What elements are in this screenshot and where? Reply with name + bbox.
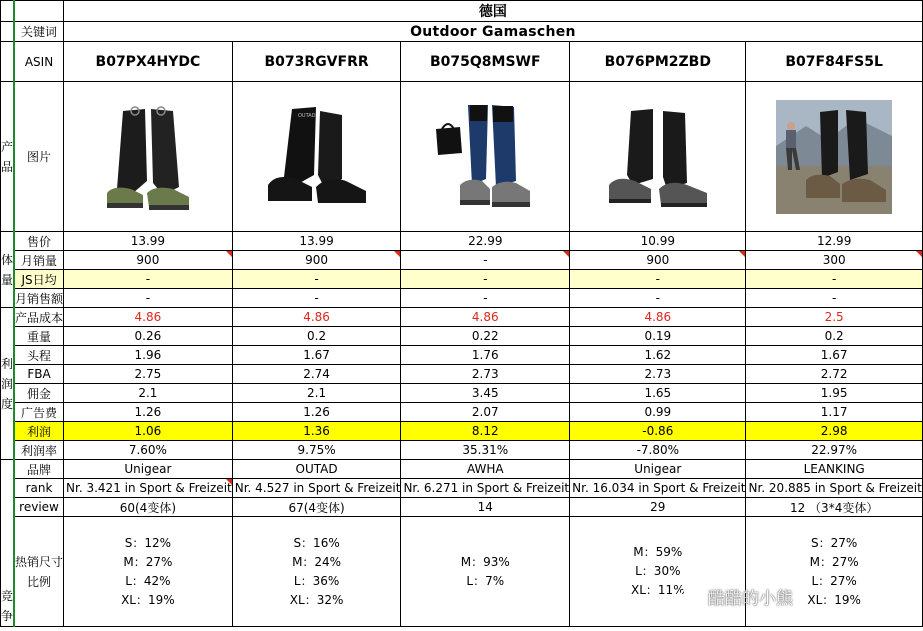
size-ratio-line: S：27% bbox=[811, 535, 858, 550]
size-ratio-line: M：27% bbox=[123, 554, 173, 569]
rank-cell[interactable] bbox=[570, 479, 746, 498]
black-gaiters-on-grey-boots-icon bbox=[603, 105, 713, 209]
first-leg-cell[interactable]: 1.96 bbox=[64, 346, 233, 365]
blue-black-gaiters-with-bag-icon bbox=[430, 101, 540, 213]
size-ratio-line: XL：32% bbox=[289, 592, 344, 607]
commission-label[interactable]: 佣金 bbox=[14, 384, 64, 403]
monthly-sales-label[interactable]: 月销量 bbox=[14, 251, 64, 270]
js-daily-cell[interactable]: - bbox=[232, 270, 401, 289]
js-daily-cell[interactable]: - bbox=[64, 270, 233, 289]
review-cell[interactable]: 67(4变体) bbox=[232, 498, 401, 517]
profit-cell[interactable]: 8.12 bbox=[401, 422, 570, 441]
hiker-photo-with-gaiters-icon bbox=[776, 100, 892, 214]
rank-value: Nr. 20.885 in Sport & Freizeit bbox=[748, 481, 922, 495]
asin-cell[interactable]: B075Q8MSWF bbox=[401, 42, 570, 82]
size-ratio-cell[interactable] bbox=[746, 517, 922, 627]
profit-label[interactable]: 利润 bbox=[14, 422, 64, 441]
monthly-revenue-cell[interactable]: - bbox=[570, 289, 746, 308]
monthly-sales-value: 900 bbox=[646, 253, 670, 267]
black-gaiters-on-green-boots-icon bbox=[103, 101, 193, 213]
review-label[interactable]: review bbox=[14, 498, 64, 517]
fba-cell[interactable]: 2.73 bbox=[570, 365, 746, 384]
brand-cell[interactable]: Unigear bbox=[570, 460, 746, 479]
profit-rate-label[interactable]: 利润率 bbox=[14, 441, 64, 460]
size-ratio-line: L：30% bbox=[635, 564, 681, 578]
blank-cell bbox=[1, 42, 15, 82]
commission-cell[interactable]: 1.95 bbox=[746, 384, 922, 403]
asin-cell[interactable]: B073RGVFRR bbox=[232, 42, 401, 82]
price-cell[interactable]: 13.99 bbox=[232, 232, 401, 251]
weight-label[interactable]: 重量 bbox=[14, 327, 64, 346]
corner-cell bbox=[1, 1, 15, 22]
comment-marker-icon bbox=[563, 251, 569, 257]
rank-cell[interactable] bbox=[232, 479, 401, 498]
js-daily-cell[interactable]: - bbox=[401, 270, 570, 289]
size-ratio-line: M：24% bbox=[292, 554, 342, 569]
size-ratio-cell[interactable] bbox=[232, 517, 401, 627]
review-cell[interactable]: 12 （3*4变体） bbox=[746, 498, 922, 517]
product-cost-cell[interactable]: 4.86 bbox=[570, 308, 746, 327]
ad-fee-cell[interactable]: 0.99 bbox=[570, 403, 746, 422]
profit-cell[interactable]: 1.36 bbox=[232, 422, 401, 441]
section-profit: 利 润 度 bbox=[1, 308, 15, 460]
product-cost-cell[interactable]: 4.86 bbox=[64, 308, 233, 327]
fba-cell[interactable]: 2.74 bbox=[232, 365, 401, 384]
brand-cell[interactable]: Unigear bbox=[64, 460, 233, 479]
profit-rate-cell[interactable]: 7.60% bbox=[64, 441, 233, 460]
js-daily-cell[interactable]: - bbox=[570, 270, 746, 289]
first-leg-cell[interactable]: 1.67 bbox=[746, 346, 922, 365]
product-image-cell[interactable] bbox=[401, 82, 570, 232]
profit-rate-cell[interactable]: 9.75% bbox=[232, 441, 401, 460]
corner-cell bbox=[14, 1, 64, 22]
price-cell[interactable]: 12.99 bbox=[746, 232, 922, 251]
ad-fee-cell[interactable]: 2.07 bbox=[401, 403, 570, 422]
product-cost-cell[interactable]: 4.86 bbox=[401, 308, 570, 327]
product-image-cell[interactable] bbox=[64, 82, 233, 232]
product-cost-cell[interactable]: 2.5 bbox=[746, 308, 922, 327]
size-ratio-line: L：42% bbox=[125, 573, 171, 588]
watermark-text: 酷酷的小熊 bbox=[708, 589, 793, 609]
size-ratio-line: S：12% bbox=[124, 535, 172, 550]
first-leg-label[interactable]: 头程 bbox=[14, 346, 64, 365]
size-ratio-line: XL：19% bbox=[121, 592, 175, 607]
product-image-cell[interactable] bbox=[570, 82, 746, 232]
brand-label[interactable]: 品牌 bbox=[14, 460, 64, 479]
monthly-sales-value: 300 bbox=[822, 253, 846, 267]
price-cell[interactable]: 22.99 bbox=[401, 232, 570, 251]
size-ratio-line: L：36% bbox=[293, 573, 340, 588]
watermark bbox=[680, 584, 793, 609]
country-title[interactable]: 德国 bbox=[64, 1, 923, 22]
blank-cell bbox=[1, 22, 15, 42]
size-ratio-line: L：27% bbox=[811, 573, 857, 588]
review-cell[interactable]: 60(4变体) bbox=[64, 498, 233, 517]
weight-cell[interactable]: 0.19 bbox=[570, 327, 746, 346]
size-ratio-line: L：7% bbox=[466, 573, 505, 588]
price-cell[interactable]: 13.99 bbox=[64, 232, 233, 251]
monthly-sales-cell[interactable] bbox=[232, 251, 401, 270]
svg-text:OUTAD: OUTAD bbox=[297, 112, 316, 119]
rank-label[interactable]: rank bbox=[14, 479, 64, 498]
section-volume: 体 量 bbox=[1, 232, 15, 308]
product-cost-label[interactable]: 产品成本 bbox=[14, 308, 64, 327]
weight-cell[interactable]: 0.26 bbox=[64, 327, 233, 346]
monthly-sales-cell[interactable] bbox=[746, 251, 922, 270]
fba-label[interactable]: FBA bbox=[14, 365, 64, 384]
comment-marker-icon bbox=[226, 479, 232, 485]
product-image-cell[interactable] bbox=[232, 82, 401, 232]
weight-cell[interactable]: 0.2 bbox=[746, 327, 922, 346]
ad-fee-cell[interactable]: 1.17 bbox=[746, 403, 922, 422]
brand-cell[interactable]: AWHA bbox=[401, 460, 570, 479]
asin-label[interactable]: ASIN bbox=[14, 42, 64, 82]
monthly-revenue-cell[interactable]: - bbox=[64, 289, 233, 308]
ad-fee-label[interactable]: 广告费 bbox=[14, 403, 64, 422]
comment-marker-icon bbox=[916, 251, 922, 257]
size-ratio-line: XL：11% bbox=[631, 583, 685, 597]
price-cell[interactable]: 10.99 bbox=[570, 232, 746, 251]
asin-cell[interactable]: B07PX4HYDC bbox=[64, 42, 233, 82]
price-label[interactable]: 售价 bbox=[14, 232, 64, 251]
size-ratio-line: S：16% bbox=[293, 535, 340, 550]
profit-cell[interactable]: 2.98 bbox=[746, 422, 922, 441]
review-cell[interactable]: 14 bbox=[401, 498, 570, 517]
profit-cell[interactable]: 1.06 bbox=[64, 422, 233, 441]
profit-rate-cell[interactable]: 35.31% bbox=[401, 441, 570, 460]
comment-marker-icon bbox=[226, 251, 232, 257]
rank-value: Nr. 16.034 in Sport & Freizeit bbox=[572, 481, 746, 495]
image-label[interactable]: 图片 bbox=[14, 82, 64, 232]
asin-cell[interactable]: B076PM2ZBD bbox=[570, 42, 746, 82]
rank-cell[interactable] bbox=[401, 479, 570, 498]
black-gaiters-on-black-boots-icon bbox=[262, 103, 372, 211]
monthly-sales-cell[interactable] bbox=[64, 251, 233, 270]
comment-marker-icon bbox=[394, 251, 400, 257]
commission-cell[interactable]: 1.65 bbox=[570, 384, 746, 403]
first-leg-cell[interactable]: 1.67 bbox=[232, 346, 401, 365]
ad-fee-cell[interactable]: 1.26 bbox=[232, 403, 401, 422]
fba-cell[interactable]: 2.72 bbox=[746, 365, 922, 384]
rank-value: Nr. 3.421 in Sport & Freizeit bbox=[66, 481, 232, 495]
weight-cell[interactable]: 0.2 bbox=[232, 327, 401, 346]
brand-cell[interactable]: LEANKING bbox=[746, 460, 922, 479]
monthly-sales-cell[interactable] bbox=[401, 251, 570, 270]
rank-cell[interactable] bbox=[746, 479, 922, 498]
section-product: 产 品 bbox=[1, 82, 15, 232]
monthly-sales-value: 900 bbox=[305, 253, 329, 267]
product-cost-cell[interactable]: 4.86 bbox=[232, 308, 401, 327]
product-image-cell[interactable] bbox=[746, 82, 922, 232]
size-ratio-line: XL：19% bbox=[807, 592, 861, 607]
js-daily-cell[interactable]: - bbox=[746, 270, 922, 289]
weight-cell[interactable]: 0.22 bbox=[401, 327, 570, 346]
size-ratio-label[interactable]: 热销尺寸 比例 bbox=[14, 517, 64, 627]
first-leg-cell[interactable]: 1.62 bbox=[570, 346, 746, 365]
size-ratio-line: M：93% bbox=[460, 554, 510, 569]
wechat-icon bbox=[680, 588, 702, 606]
monthly-revenue-cell[interactable]: - bbox=[401, 289, 570, 308]
profit-rate-cell[interactable]: -7.80% bbox=[570, 441, 746, 460]
rank-value: Nr. 6.271 in Sport & Freizeit bbox=[403, 481, 570, 495]
monthly-sales-value: 900 bbox=[136, 253, 160, 267]
section-competition: 竞 争 bbox=[1, 460, 15, 627]
monthly-sales-value: - bbox=[483, 253, 488, 267]
size-ratio-line: M：59% bbox=[633, 545, 683, 559]
rank-cell[interactable] bbox=[64, 479, 233, 498]
brand-cell[interactable]: OUTAD bbox=[232, 460, 401, 479]
review-cell[interactable]: 29 bbox=[570, 498, 746, 517]
rank-value: Nr. 4.527 in Sport & Freizeit bbox=[234, 481, 401, 495]
profit-cell[interactable]: -0.86 bbox=[570, 422, 746, 441]
monthly-revenue-cell[interactable]: - bbox=[746, 289, 922, 308]
fba-cell[interactable]: 2.75 bbox=[64, 365, 233, 384]
fba-cell[interactable]: 2.73 bbox=[401, 365, 570, 384]
commission-cell[interactable]: 2.1 bbox=[64, 384, 233, 403]
js-daily-label[interactable]: JS日均 bbox=[14, 270, 64, 289]
keyword-label[interactable]: 关键词 bbox=[14, 22, 64, 42]
comment-marker-icon bbox=[739, 251, 745, 257]
commission-cell[interactable]: 2.1 bbox=[232, 384, 401, 403]
commission-cell[interactable]: 3.45 bbox=[401, 384, 570, 403]
asin-cell[interactable]: B07F84FS5L bbox=[746, 42, 922, 82]
size-ratio-cell[interactable] bbox=[401, 517, 570, 627]
size-ratio-cell[interactable] bbox=[570, 517, 746, 627]
profit-rate-cell[interactable]: 22.97% bbox=[746, 441, 922, 460]
first-leg-cell[interactable]: 1.76 bbox=[401, 346, 570, 365]
monthly-revenue-label[interactable]: 月销售额 bbox=[14, 289, 64, 308]
monthly-revenue-cell[interactable]: - bbox=[232, 289, 401, 308]
monthly-sales-cell[interactable] bbox=[570, 251, 746, 270]
keyword-value[interactable]: Outdoor Gamaschen bbox=[64, 22, 923, 42]
ad-fee-cell[interactable]: 1.26 bbox=[64, 403, 233, 422]
size-ratio-cell[interactable] bbox=[64, 517, 233, 627]
size-ratio-line: M：27% bbox=[809, 554, 859, 569]
